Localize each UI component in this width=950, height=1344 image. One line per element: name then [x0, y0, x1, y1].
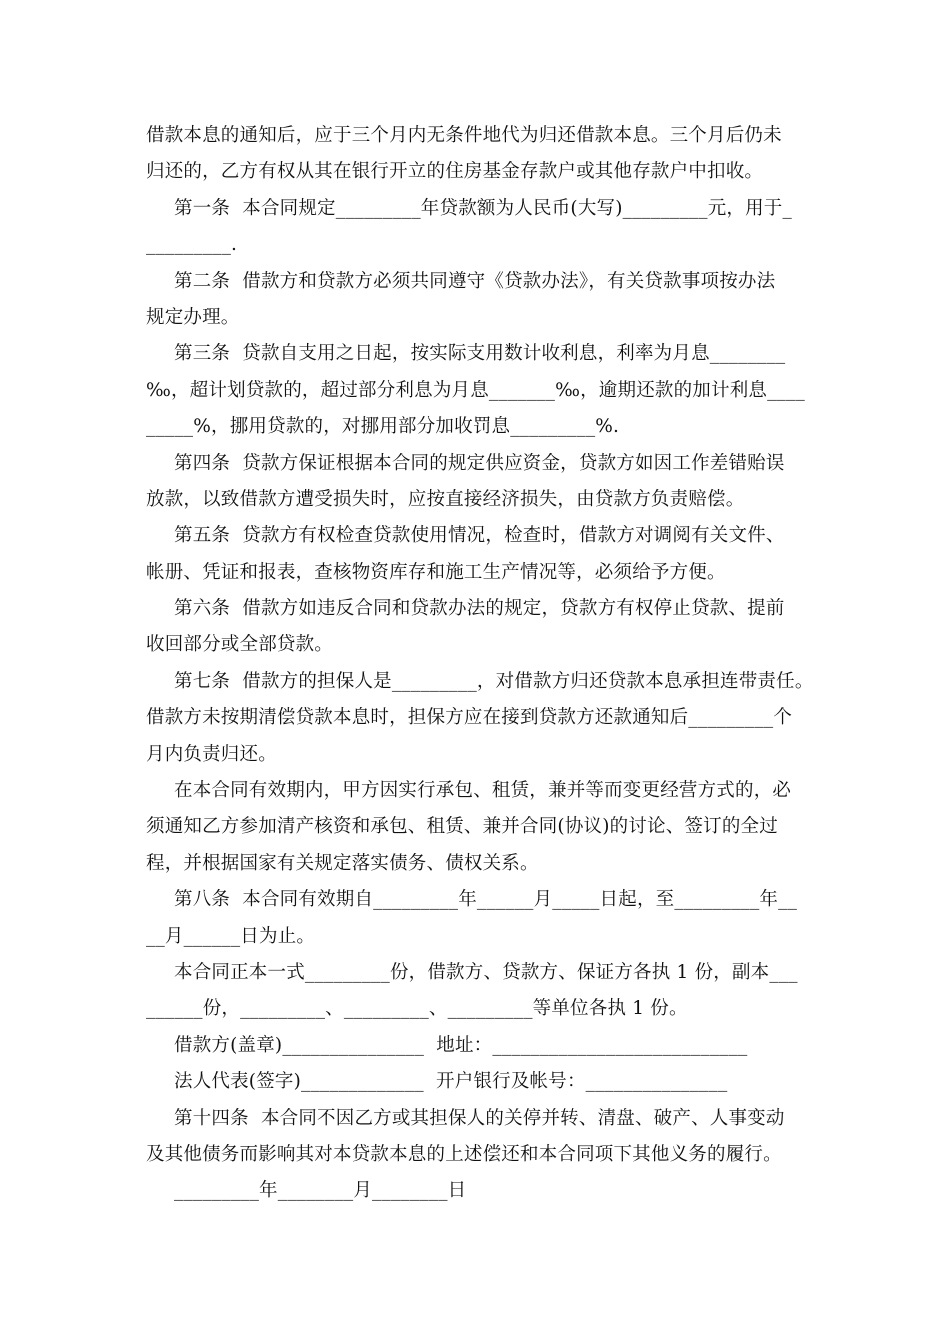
text-line: 第四条 贷款方保证根据本合同的规定供应资金，贷款方如因工作差错贻误: [174, 452, 785, 474]
text-line: 法人代表(签字)_____________ 开户银行及帐号：_______________: [174, 1071, 728, 1093]
text-line: 本合同正本一式_________份，借款方、贷款方、保证方各执 1 份，副本___: [174, 961, 798, 983]
text-line: 第七条 借款方的担保人是_________，对借款方归还贷款本息承担连带责任。: [174, 670, 814, 692]
text-line: 借款方(盖章)_______________ 地址：___________________________: [174, 1034, 748, 1056]
text-line: 归还的，乙方有权从其在银行开立的住房基金存款户或其他存款户中扣收。: [146, 161, 764, 183]
text-line: __月______日为止。: [146, 925, 316, 947]
text-line: _________年________月________日: [174, 1180, 467, 1202]
text-line: 第八条 本合同有效期自_________年______月_____日起，至_________年__: [174, 889, 798, 911]
text-line: 在本合同有效期内，甲方因实行承包、租赁，兼并等而变更经营方式的，必: [174, 780, 792, 802]
text-line: 借款本息的通知后，应于三个月内无条件地代为归还借款本息。三个月后仍未: [146, 125, 782, 146]
text-line: 第六条 借款方如违反合同和贷款办法的规定，贷款方有权停止贷款、提前: [174, 598, 785, 620]
document-body: [146, 118, 826, 1210]
text-line: 规定办理。: [146, 306, 240, 328]
text-line: 收回部分或全部贷款。: [146, 634, 334, 656]
text-line: ______份，_________、_________、_________等单位各执 1 份。: [146, 998, 688, 1020]
text-line: 帐册、凭证和报表，查核物资库存和施工生产情况等，必须给予方便。: [146, 561, 726, 583]
text-line: 月内负责归还。: [146, 743, 277, 765]
text-line: 及其他债务而影响其对本贷款本息的上述偿还和本合同项下其他义务的履行。: [146, 1143, 782, 1165]
text-line: 第一条 本合同规定_________年贷款额为人民币(大写)_________元，用于_: [174, 197, 792, 219]
text-line: 第五条 贷款方有权检查贷款使用情况，检查时，借款方对调阅有关文件、: [174, 525, 785, 547]
text-line: 第三条 贷款自支用之日起，按实际支用数计收利息，利率为月息________: [174, 343, 786, 365]
text-line: 放款，以致借款方遭受损失时，应按直接经济损失，由贷款方负责赔偿。: [146, 488, 745, 510]
text-line: 程，并根据国家有关规定落实债务、债权关系。: [146, 852, 539, 874]
text-line: 须通知乙方参加清产核资和承包、租赁、兼并合同(协议)的讨论、签订的全过: [146, 816, 778, 838]
text-line: ‰，超计划贷款的，超过部分利息为月息_______‰，逾期还款的加计利息____: [146, 379, 805, 401]
text-line: 第十四条 本合同不因乙方或其担保人的关停并转、清盘、破产、人事变动: [174, 1107, 785, 1129]
text-line: 第二条 借款方和贷款方必须共同遵守《贷款办法》，有关贷款事项按办法: [174, 270, 776, 292]
text-line: _________.: [146, 234, 238, 256]
text-line: 借款方未按期清偿贷款本息时，担保方应在接到贷款方还款通知后_________个: [146, 707, 793, 729]
text-line: _____%，挪用贷款的，对挪用部分加收罚息_________%.: [146, 416, 620, 438]
